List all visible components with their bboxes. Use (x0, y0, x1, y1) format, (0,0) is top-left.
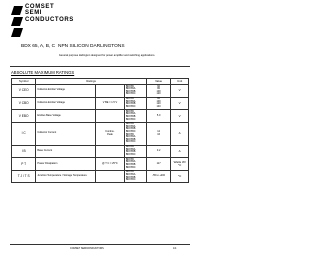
divider-bottom (10, 244, 190, 245)
header-ratings: Ratings (36, 79, 147, 85)
value-cell (146, 110, 170, 123)
type-label: BDX65B (125, 162, 136, 166)
type-label: BDX65 (125, 122, 134, 126)
types-cell (124, 170, 146, 183)
type-label: BDX65A (125, 99, 136, 103)
logo-line-3: CONDUCTORS (25, 16, 74, 23)
value-cell (146, 158, 170, 171)
document-title: NPN SILICON DARLINGTONS (58, 44, 125, 49)
type-label: BDX65A (125, 124, 136, 128)
types-cell (124, 122, 146, 145)
header-symbol: Symbol (12, 79, 36, 85)
rating-cell: Power Dissipation (36, 158, 96, 171)
subcondition-label: Peak (107, 132, 113, 136)
type-label: BDX65A (125, 112, 136, 116)
symbol-cell: I B (12, 145, 36, 158)
symbol-cell: P T (12, 158, 36, 171)
symbol-cell: V EBO (12, 110, 36, 123)
type-label: BDX65A (125, 135, 136, 139)
section-title: ABSOLUTE MAXIMUM RATINGS (11, 70, 75, 75)
type-label: BDX65B (125, 137, 136, 141)
type-label: BDX65B (125, 150, 136, 154)
value-label: 16 (157, 132, 160, 136)
value-label: 0.2 (156, 149, 161, 153)
company-logo (11, 4, 75, 40)
type-label: BDX65B (125, 102, 136, 106)
condition-cell (96, 122, 125, 145)
type-label: BDX65 (125, 145, 134, 149)
rating-cell: Collector-Emitter Voltage (36, 97, 96, 110)
value-label: 80 (157, 87, 160, 91)
value-label: 5.0 (156, 113, 161, 117)
value-label: 120 (156, 92, 161, 96)
header-unit: Unit (171, 79, 189, 85)
type-label: BDX65 (125, 132, 134, 136)
unit-cell: V (171, 110, 189, 123)
description: General purpose darlington designed for power amplifier and switching applications. (58, 54, 156, 57)
table-row (12, 145, 189, 158)
type-label: BDX65B (125, 114, 136, 118)
condition-cell (96, 145, 125, 158)
value-label: 120 (156, 102, 161, 106)
header-value: Value (146, 79, 170, 85)
symbol-cell: V CBO (12, 97, 36, 110)
table-row (12, 85, 189, 98)
table-row (12, 122, 189, 145)
value-label: 12 (157, 130, 160, 134)
subcondition-label: Continu. (105, 130, 115, 134)
type-label: BDX65C (125, 117, 136, 121)
ratings-table (11, 78, 189, 183)
types-cell (124, 158, 146, 171)
value-label: 140 (156, 104, 161, 108)
condition-cell (96, 110, 125, 123)
types-cell (124, 145, 146, 158)
value-cell (146, 170, 170, 183)
symbol-cell: T J / T S (12, 170, 36, 183)
symbol-cell: I C (12, 122, 36, 145)
type-label: BDX65 (125, 170, 134, 174)
type-label: BDX65C (125, 178, 136, 182)
table-row (12, 110, 189, 123)
types-cell (124, 85, 146, 98)
type-label: BDX65 (125, 97, 134, 101)
value-cell (146, 122, 170, 145)
type-label: BDX65B (125, 89, 136, 93)
type-label: BDX65A (125, 160, 136, 164)
unit-cell: A (171, 145, 189, 158)
type-label: BDX65C (125, 104, 136, 108)
logo-text (25, 4, 74, 23)
type-label: BDX65B (125, 127, 136, 131)
table-row (12, 170, 189, 183)
value-cell (146, 85, 170, 98)
type-label: BDX65 (125, 157, 134, 161)
value-cell (146, 145, 170, 158)
condition-cell (96, 85, 125, 98)
unit-cell: °C (171, 170, 189, 183)
types-cell (124, 110, 146, 123)
logo-line-2: SEMI (25, 10, 43, 17)
rating-cell: Base Current (36, 145, 96, 158)
condition-cell: V BE = 1.5 V (96, 97, 125, 110)
table-row (12, 97, 189, 110)
part-number: BDX 65, A, B, C (21, 44, 56, 49)
symbol-cell: V CEO (12, 85, 36, 98)
value-label: -55 to +200 (152, 174, 165, 178)
type-label: BDX65C (125, 165, 136, 169)
type-label: BDX65C (125, 130, 136, 134)
footer-text: COMSET SEMICONDUCTORS (70, 247, 104, 250)
type-label: BDX65 (125, 109, 134, 113)
unit-cell: V (171, 97, 189, 110)
types-cell (124, 97, 146, 110)
type-label: BDX65C (125, 92, 136, 96)
type-label: BDX65A (125, 87, 136, 91)
type-label: BDX65 (125, 84, 134, 88)
logo-mark-icon (11, 4, 25, 40)
value-label: 60 (157, 84, 160, 88)
value-label: 117 (156, 161, 161, 165)
table-row (12, 158, 189, 171)
unit-cell: V (171, 85, 189, 98)
rating-cell: Collector Current (36, 122, 96, 145)
table-body (12, 85, 189, 183)
divider-top (10, 66, 190, 67)
unit-cell: Watts W/°C (171, 158, 189, 171)
rating-cell: Collector-Emitter Voltage (36, 85, 96, 98)
value-label: 100 (156, 99, 161, 103)
type-label: BDX65C (125, 153, 136, 156)
value-label: 80 (157, 97, 160, 101)
type-label: BDX65C (125, 140, 136, 144)
rating-cell: Emitter-Base Voltage (36, 110, 96, 123)
type-label: BDX65A (125, 147, 136, 151)
rating-cell: Junction Temperature / Storage Temperature (36, 170, 96, 183)
type-label: BDX65B (125, 175, 136, 179)
condition-cell (96, 170, 125, 183)
value-label: 100 (156, 89, 161, 93)
page-number: 1/4 (173, 247, 177, 250)
unit-cell: A (171, 122, 189, 145)
value-cell (146, 97, 170, 110)
logo-line-1: COMSET (25, 4, 55, 10)
type-label: BDX65A (125, 172, 136, 176)
condition-cell: @ T C = 25°C (96, 158, 125, 171)
